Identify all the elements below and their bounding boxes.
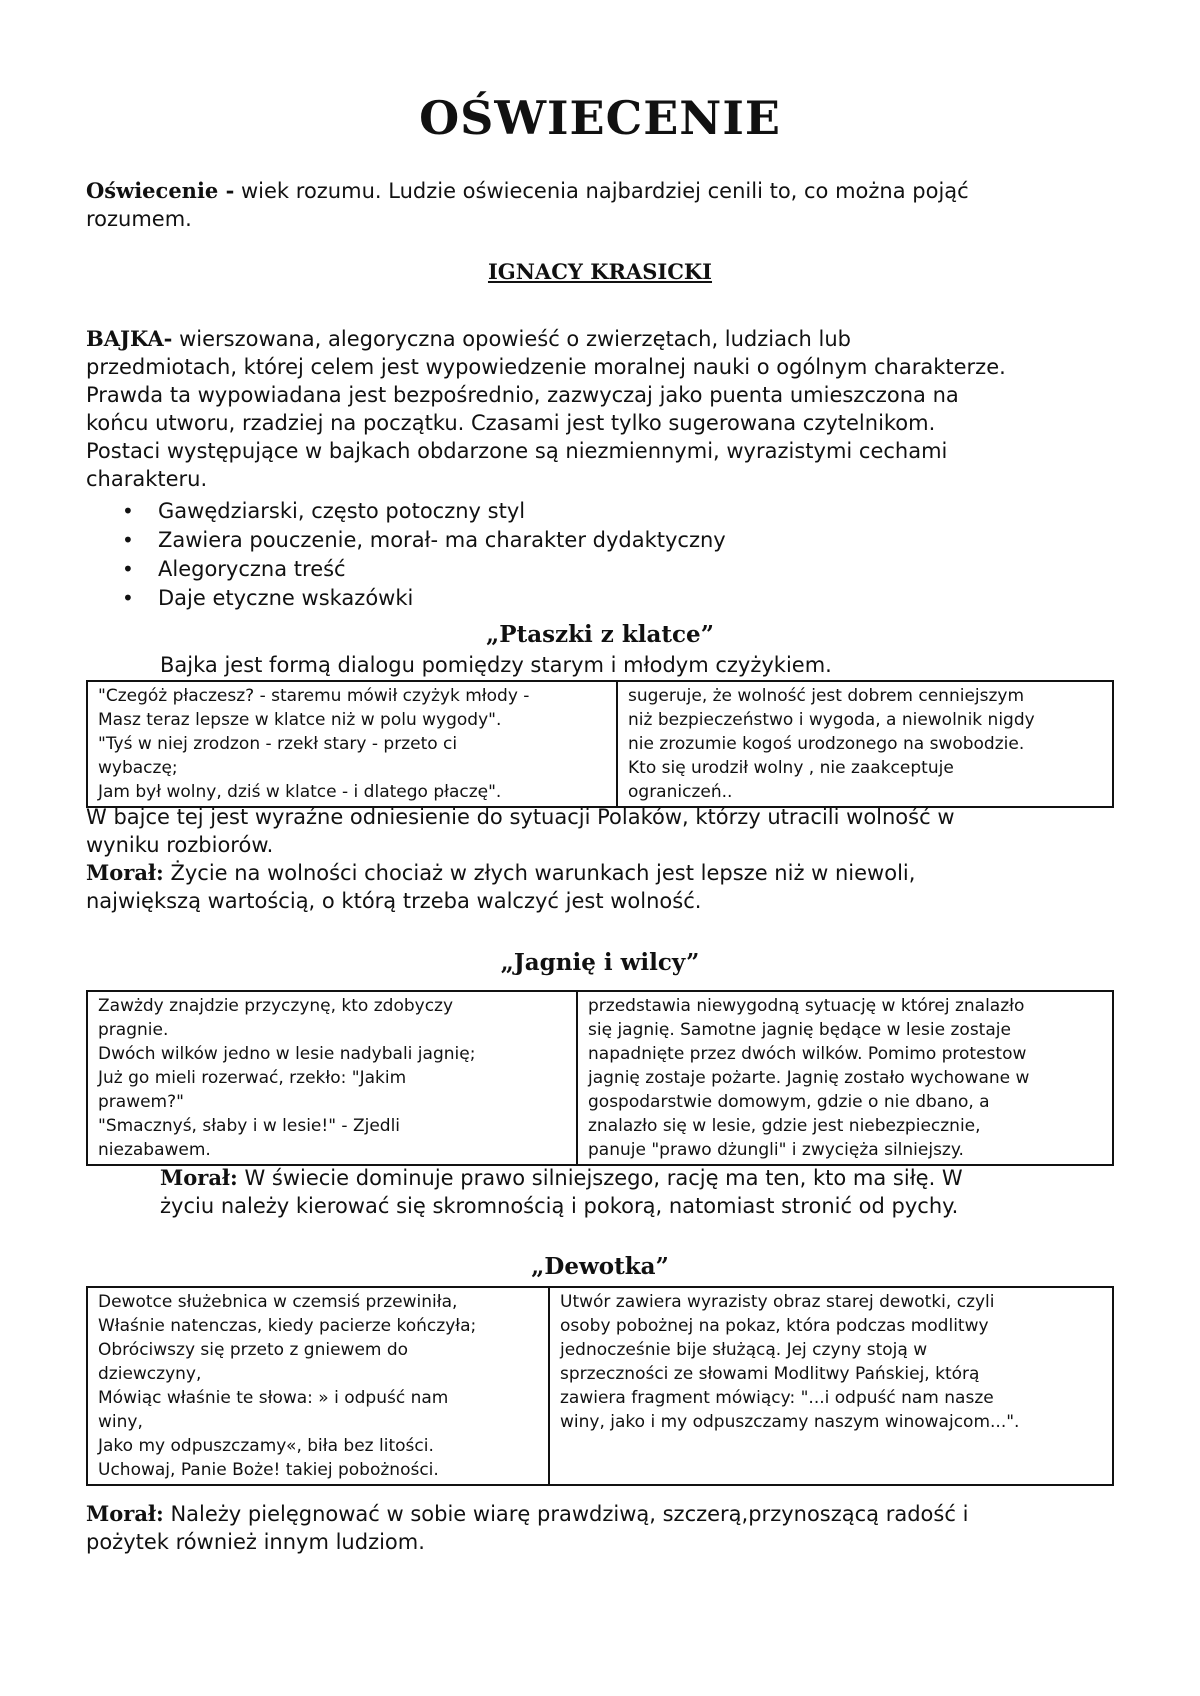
intro-line-2: rozumem. bbox=[86, 207, 192, 231]
verse-line: Uchowaj, Panie Boże! takiej pobożności. bbox=[98, 1460, 439, 1480]
verse-line: Obróciwszy się przeto z gniewem do bbox=[98, 1340, 409, 1360]
bullet-dot: • bbox=[122, 586, 134, 610]
comment-line: znalazło się w lesie, gdzie jest niebezpiecznie, bbox=[588, 1116, 981, 1136]
jagnie-heading: „Jagnię i wilcy” bbox=[500, 949, 700, 976]
comment-line: sprzeczności ze słowami Modlitwy Pańskiej, którą bbox=[560, 1364, 980, 1384]
ptaszki-verse-cell bbox=[87, 681, 617, 807]
intro-text: wiek rozumu. Ludzie oświecenia najbardziej cenili to, co można pojąć bbox=[241, 179, 969, 203]
moral-label: Morał: bbox=[160, 1165, 238, 1190]
dewotka-table bbox=[86, 1286, 1114, 1486]
comment-line: zawiera fragment mówiący: "...i odpuść nam nasze bbox=[560, 1388, 994, 1408]
bajka-text: wierszowana, alegoryczna opowieść o zwierzętach, ludziach lub bbox=[179, 327, 851, 351]
bullet-dot: • bbox=[122, 557, 134, 581]
bullet-item: Gawędziarski, często potoczny styl bbox=[158, 499, 526, 523]
ptaszki-heading: „Ptaszki z klatce” bbox=[486, 621, 714, 648]
jagnie-comment-cell bbox=[577, 991, 1113, 1165]
bajka-line-1 bbox=[86, 325, 851, 353]
verse-line: Masz teraz lepsze w klatce niż w polu wygody". bbox=[98, 710, 502, 730]
bajka-line: przedmiotach, której celem jest wypowiedzenie moralnej nauki o ogólnym charakterze. bbox=[86, 355, 1006, 379]
bajka-line: Postaci występujące w bajkach obdarzone są niezmiennymi, wyrazistymi cechami bbox=[86, 439, 948, 463]
bullet-dot: • bbox=[122, 528, 134, 552]
verse-line: dziewczyny, bbox=[98, 1364, 202, 1384]
comment-line: nie zrozumie kogoś urodzonego na swobodzie. bbox=[628, 734, 1025, 754]
verse-line: Jam był wolny, dziś w klatce - i dlatego płaczę". bbox=[98, 782, 502, 802]
jagnie-verse-cell bbox=[87, 991, 577, 1165]
comment-line: winy, jako i my odpuszczamy naszym winowajcom...". bbox=[560, 1412, 1020, 1432]
verse-line: "Czegóż płaczesz? - staremu mówił czyżyk młody - bbox=[98, 686, 530, 706]
moral-text: Życie na wolności chociaż w złych warunkach jest lepsze niż w niewoli, bbox=[170, 861, 916, 885]
ptaszki-moral-line-2: największą wartością, o którą trzeba walczyć jest wolność. bbox=[86, 889, 702, 913]
ptaszki-table bbox=[86, 680, 1114, 808]
dewotka-comment-cell bbox=[549, 1287, 1113, 1485]
author-heading: IGNACY KRASICKI bbox=[487, 259, 713, 284]
page-title: OŚWIECENIE bbox=[419, 91, 781, 145]
comment-line: Kto się urodził wolny , nie zaakceptuje bbox=[628, 758, 954, 778]
moral-label: Morał: bbox=[86, 1501, 164, 1526]
moral-text: Należy pielęgnować w sobie wiarę prawdziwą, szczerą,przynoszącą radość i bbox=[170, 1502, 969, 1526]
comment-line: jednocześnie bije służącą. Jej czyny stoją w bbox=[560, 1340, 928, 1360]
comment-line: Utwór zawiera wyrazisty obraz starej dewotki, czyli bbox=[560, 1292, 995, 1312]
ptaszki-intro: Bajka jest formą dialogu pomiędzy starym i młodym czyżykiem. bbox=[160, 653, 832, 677]
comment-line: jagnię zostaje pożarte. Jagnię zostało wychowane w bbox=[588, 1068, 1030, 1088]
verse-line: Zawżdy znajdzie przyczynę, kto zdobyczy bbox=[98, 996, 454, 1016]
bajka-line: charakteru. bbox=[86, 467, 208, 491]
ptaszki-comment-cell bbox=[617, 681, 1113, 807]
bajka-line: Prawda ta wypowiadana jest bezpośrednio, zazwyczaj jako puenta umieszczona na bbox=[86, 383, 959, 407]
bajka-term: BAJKA- bbox=[86, 326, 173, 351]
ptaszki-moral-line-1 bbox=[86, 859, 915, 887]
bajka-line: końcu utworu, rzadziej na początku. Czasami jest tylko sugerowana czytelnikom. bbox=[86, 411, 936, 435]
verse-line: Jako my odpuszczamy«, biła bez litości. bbox=[98, 1436, 434, 1456]
bullet-item: Daje etyczne wskazówki bbox=[158, 586, 414, 610]
ptaszki-after: W bajce tej jest wyraźne odniesienie do sytuacji Polaków, którzy utracili wolność w bbox=[86, 805, 955, 829]
verse-line: "Smacznyś, słaby i w lesie!" - Zjedli bbox=[98, 1116, 401, 1136]
verse-line: Dwóch wilków jedno w lesie nadybali jagnię; bbox=[98, 1044, 476, 1064]
verse-line: niezabawem. bbox=[98, 1140, 211, 1160]
dewotka-moral-line-2: pożytek również innym ludziom. bbox=[86, 1530, 425, 1554]
verse-line: Dewotce służebnica w czemsiś przewiniła, bbox=[98, 1292, 458, 1312]
comment-line: ograniczeń.. bbox=[628, 782, 733, 802]
verse-line: Właśnie natenczas, kiedy pacierze kończyła; bbox=[98, 1316, 477, 1336]
comment-line: napadnięte przez dwóch wilków. Pomimo protestow bbox=[588, 1044, 1027, 1064]
dewotka-heading: „Dewotka” bbox=[531, 1253, 669, 1280]
verse-line: Mówiąc właśnie te słowa: » i odpuść nam bbox=[98, 1388, 449, 1408]
dewotka-verse-cell bbox=[87, 1287, 549, 1485]
comment-line: osoby pobożnej na pokaz, która podczas modlitwy bbox=[560, 1316, 989, 1336]
comment-line: panuje "prawo dżungli" i zwycięża silniejszy. bbox=[588, 1140, 964, 1160]
intro-term: Oświecenie - bbox=[86, 178, 235, 203]
jagnie-table bbox=[86, 990, 1114, 1166]
jagnie-moral-line-2: życiu należy kierować się skromnością i pokorą, natomiast stronić od pychy. bbox=[160, 1194, 959, 1218]
ptaszki-after: wyniku rozbiorów. bbox=[86, 833, 274, 857]
verse-line: wybaczę; bbox=[98, 758, 178, 778]
jagnie-moral-line-1 bbox=[160, 1164, 963, 1192]
intro-line-1 bbox=[86, 177, 969, 205]
comment-line: się jagnię. Samotne jagnię będące w lesie zostaje bbox=[588, 1020, 1011, 1040]
verse-line: prawem?" bbox=[98, 1092, 184, 1112]
comment-line: gospodarstwie domowym, gdzie o nie dbano, a bbox=[588, 1092, 990, 1112]
verse-line: winy, bbox=[98, 1412, 143, 1432]
dewotka-moral-line-1 bbox=[86, 1500, 968, 1528]
moral-text: W świecie dominuje prawo silniejszego, rację ma ten, kto ma siłę. W bbox=[244, 1166, 963, 1190]
comment-line: niż bezpieczeństwo i wygoda, a niewolnik nigdy bbox=[628, 710, 1035, 730]
moral-label: Morał: bbox=[86, 860, 164, 885]
bullet-item: Alegoryczna treść bbox=[158, 557, 346, 581]
comment-line: sugeruje, że wolność jest dobrem cenniejszym bbox=[628, 686, 1025, 706]
bullet-dot: • bbox=[122, 499, 134, 523]
comment-line: przedstawia niewygodną sytuację w której znalazło bbox=[588, 996, 1025, 1016]
verse-line: Już go mieli rozerwać, rzekło: "Jakim bbox=[98, 1068, 407, 1088]
verse-line: "Tyś w niej zrodzon - rzekł stary - przeto ci bbox=[98, 734, 458, 754]
verse-line: pragnie. bbox=[98, 1020, 169, 1040]
bullet-item: Zawiera pouczenie, morał- ma charakter dydaktyczny bbox=[158, 528, 726, 552]
